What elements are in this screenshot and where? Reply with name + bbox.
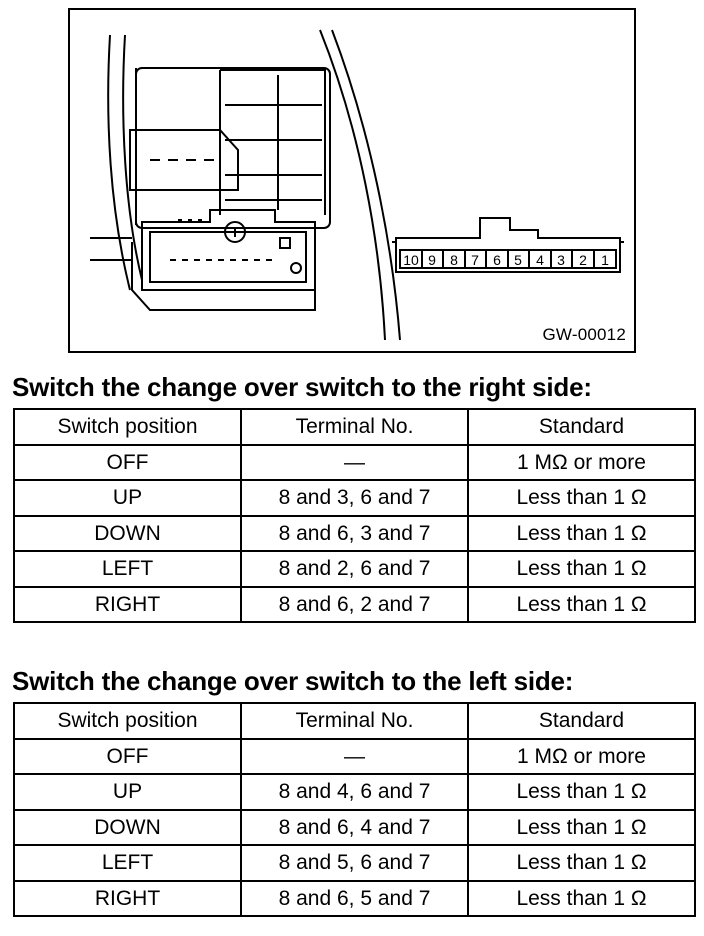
standard-cell: Less than 1 Ω [468,480,695,516]
switch-position-cell: RIGHT [14,881,241,917]
standard-cell: Less than 1 Ω [468,774,695,810]
switch-position-cell: UP [14,480,241,516]
table-row [14,845,695,881]
header-standard: Standard [468,409,695,445]
standard-cell: 1 MΩ or more [468,445,695,481]
header-standard: Standard [468,703,695,739]
pin-label: 9 [428,252,436,268]
standard-cell: Less than 1 Ω [468,881,695,917]
table-row [14,739,695,775]
pin-label: 3 [557,252,565,268]
switch-position-cell: OFF [14,739,241,775]
terminal-cell: 8 and 6, 4 and 7 [241,810,468,846]
pin-label: 8 [450,252,458,268]
right-side-title: Switch the change over switch to the right side: [12,372,592,402]
switch-position-cell: UP [14,774,241,810]
left-side-title: Switch the change over switch to the left side: [12,666,574,696]
switch-position-cell: DOWN [14,516,241,552]
header-terminal-no: Terminal No. [241,703,468,739]
figure-code: GW-00012 [542,325,626,344]
switch-illustration [70,10,634,351]
connector-pin-numbers [403,252,609,268]
terminal-cell: 8 and 6, 3 and 7 [241,516,468,552]
table-row [14,480,695,516]
pin-label: 2 [579,252,587,268]
standard-cell: Less than 1 Ω [468,810,695,846]
switch-position-cell: LEFT [14,845,241,881]
terminal-cell: 8 and 5, 6 and 7 [241,845,468,881]
standard-cell: Less than 1 Ω [468,845,695,881]
pin-label: 1 [601,252,609,268]
pin-label: 7 [471,252,479,268]
terminal-cell: 8 and 6, 2 and 7 [241,587,468,623]
standard-cell: Less than 1 Ω [468,587,695,623]
pin-label: 5 [514,252,522,268]
terminal-cell: 8 and 3, 6 and 7 [241,480,468,516]
header-switch-position: Switch position [14,409,241,445]
header-terminal-no: Terminal No. [241,409,468,445]
standard-cell: Less than 1 Ω [468,516,695,552]
table-row [14,516,695,552]
terminal-cell: 8 and 2, 6 and 7 [241,551,468,587]
table-header-row [14,409,695,445]
right-side-table [13,408,696,623]
header-switch-position: Switch position [14,703,241,739]
table-row [14,881,695,917]
switch-position-cell: LEFT [14,551,241,587]
switch-connector-figure [68,8,636,353]
terminal-cell: — [241,739,468,775]
switch-position-cell: DOWN [14,810,241,846]
terminal-cell: 8 and 6, 5 and 7 [241,881,468,917]
terminal-cell: 8 and 4, 6 and 7 [241,774,468,810]
left-side-table [13,702,696,917]
table-row [14,587,695,623]
table-row [14,810,695,846]
table-row [14,445,695,481]
pin-label: 6 [493,252,501,268]
pin-label: 4 [536,252,544,268]
pin-label: 10 [403,252,419,268]
table-row [14,551,695,587]
standard-cell: Less than 1 Ω [468,551,695,587]
switch-position-cell: OFF [14,445,241,481]
standard-cell: 1 MΩ or more [468,739,695,775]
switch-position-cell: RIGHT [14,587,241,623]
terminal-cell: — [241,445,468,481]
table-header-row [14,703,695,739]
table-row [14,774,695,810]
